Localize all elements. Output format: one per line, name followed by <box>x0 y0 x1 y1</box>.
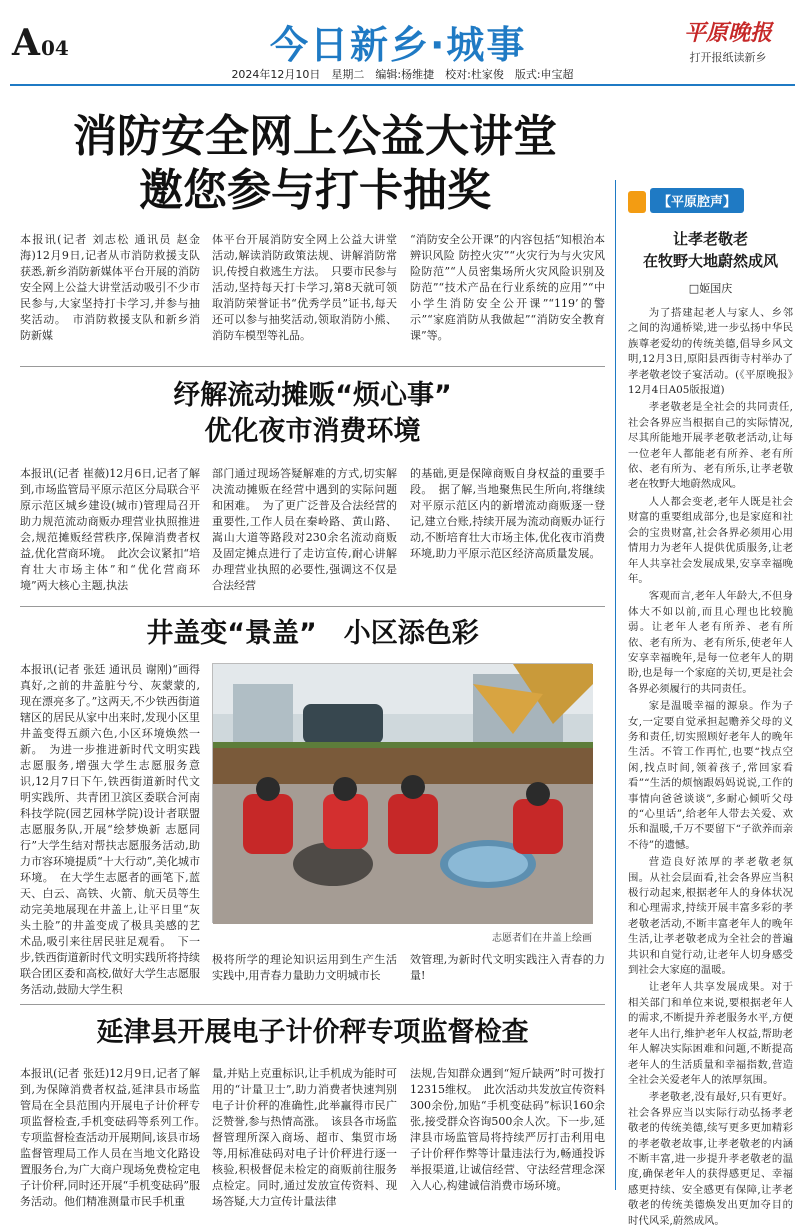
story3-photo-caption: 志愿者们在井盖上绘画 <box>492 933 592 944</box>
sidebar-divider <box>615 180 616 1190</box>
sidebar-paragraph: 客观而言,老年人年龄大,不但身体大不如以前,而且心理也比较脆弱。让老年人老有所养、老有所依、老有所为、老有所乐,使老年人安享幸福晚年,是每一位老年人的期盼,也是每一个家庭的关切,更是社会各界必须履行的共同责任。 <box>628 590 793 695</box>
story1-headline-line1: 消防安全网上公益大讲堂 <box>73 111 557 162</box>
brand-logo: 平原晚报 <box>683 20 772 46</box>
sidebar-paragraph: 家是温暖幸福的源泉。作为子女,一定要自觉承担起赡养父母的义务和责任,切实照顾好老年人的晚年生活。不管工作再忙,也要“找点空闲,找点时间,领着孩子,常回家看看”“生活的烦恼跟妈妈说说,工作的事情向爸爸谈谈”,多耐心倾听父母的“心里话”,给老年人带去关爱、欢乐和温暖,千万不要留下“子欲养而亲不待”的遗憾。 <box>628 700 793 851</box>
story2-headline-line2: 优化夜市消费环境 <box>204 416 421 447</box>
column-icon <box>628 191 646 213</box>
divider <box>20 366 605 367</box>
sidebar-paragraph: 营造良好浓厚的孝老敬老氛围。从社会层面看,社会各界应当积极行动起来,根据老年人的身体状况和心理需求,持续开展丰富多彩的孝老敬老活动,不断丰富老年人的晚年生活,让孝老敬老成为全社会的普遍共识和自觉行动,让老年人切身感受到社会大家庭的温暖。 <box>628 856 793 977</box>
story4-col3: 法规,告知群众遇到“短斤缺两”时可拨打12315维权。 此次活动共发放宣传资料300余份,加贴“手机变砝码”标识160余张,接受群众咨询500余人次。下一步,延津县市场监管局将持续严厉打击利用电子计价秤作弊等计量违法行为,畅通投诉举报渠道,让诚信经营、守法经营理念深入人心,构建诚信消费市场环境。 <box>410 1067 605 1192</box>
story1-headline <box>20 110 610 218</box>
story3-photo <box>212 663 592 923</box>
story1-col3: “消防安全公开课”的内容包括“知根治本 辨识风险 防控火灾”“火灾行为与火灾风险防范”“人员密集场所火灾风险识别及防范”“技术产品在行业系统的应用”“中小学生消防安全公开课”“119’的警示”“家庭消防从我做起”“消防安全教育课”等。 <box>410 233 605 342</box>
story1-col1: 本报讯(记者 刘志松 通讯员 赵金海)12月9日,记者从市消防救援支队获悉,新乡消防新媒体平台开展的消防安全网上公益大讲堂活动吸引不少市民参与,大家坚持打卡学习,并参与抽奖活动。 市消防救援支队和新乡消防新媒 <box>20 233 200 342</box>
sidebar-paragraph: 孝老敬老,没有最好,只有更好。社会各界应当以实际行动弘扬孝老敬老的传统美德,续写更多更加精彩的孝老敬老故事,让孝老敬老的内涵不断丰富,进一步提升孝老敬老的温度,确保老年人的获得感更足、幸福感更持续、安全感更有保障,让孝老敬老的传统美德焕发出更加夺目的时代风采,蔚然成风。 <box>628 1091 793 1227</box>
page-digits: 04 <box>40 36 69 60</box>
sidebar-body <box>628 306 793 1227</box>
sidebar-paragraph: 人人都会变老,老年人既是社会财富的重要组成部分,也是家庭和社会的宝贵财富,社会各界必须用心用情用力为老年人提供优质服务,让老年人共享社会发展成果,安享幸福晚年。 <box>628 495 793 585</box>
section-title: 今日新乡·城事 <box>270 23 527 67</box>
story3-col2: 极将所学的理论知识运用到生产生活实践中,用青春力量助力文明城市长 <box>212 953 397 982</box>
page-letter: A <box>12 22 39 64</box>
brand-block <box>663 16 793 65</box>
page-number <box>12 22 69 64</box>
story3-col1: 本报讯(记者 张廷 通讯员 谢刚)“画得真好,之前的井盖脏兮兮、灰蒙蒙的,现在漂亮多了。”这两天,不少铁西街道辖区的居民从家中出来时,发现小区里井盖变得五颜六色,小区环境焕然一新。 为进一步推进新时代文明实践志愿服务,增强大学生志愿服务意识,12月7日下午,铁西街道新时代文明实践所、共青团卫滨区委联合河南科技学院(园艺园林学院)设计者联盟志愿服务队,开展“绘梦焕新 志愿同行”大学生结对帮扶志愿服务活动,助力市容环境提质“十大行动”,美化城市环境。 在大学生志愿者的画笔下,蓝天、白云、高铁、火箭、航天员等生动完美地展现在井盖上,让平日里“灰头土脸”的井盖变成了极具美感的艺术品,吸引来往居民驻足观看。 下一步,铁西街道新时代文明实践所将持续联合团区委和高校,做好大学生志愿服务活动,鼓励大学生积 <box>20 663 200 996</box>
story2-col1: 本报讯(记者 崔薇)12月6日,记者了解到,市场监管局平原示范区分局联合平原示范区城乡建设(城市)管理局召开助力规范流动商贩办理营业执照推进会,规范摊贩经营秩序,保障消费者权益,优化营商环境。 此次会议紧扣“培育壮大市场主体”和“优化营商环境”两大核心主题,执法 <box>20 467 200 592</box>
story4-headline: 延津县开展电子计价秤专项监督检查 <box>96 1017 529 1048</box>
sidebar-paragraph: 孝老敬老是全社会的共同责任,社会各界应当根据自己的实际情况,尽其所能地开展孝老敬老活动,让每一位老年人都能老有所养、老有所依、老有所为、老有所乐,让孝老敬老在牧野大地蔚然成风。 <box>628 401 793 491</box>
story1-headline-line2: 邀您参与打卡抽奖 <box>139 165 491 216</box>
sidebar-title-line1: 让孝老敬老 <box>672 230 748 248</box>
sidebar-paragraph: 为了搭建起老人与家人、乡邻之间的沟通桥梁,进一步弘扬中华民族尊老爱幼的传统美德,倡导乡风文明,12月3日,原阳县西街寺村举办了孝老敬老饺子宴活动。(《平原晚报》12月4日A05版报道) <box>628 307 793 397</box>
divider <box>20 606 605 607</box>
story1-col2: 体平台开展消防安全网上公益大讲堂活动,解读消防政策法规、讲解消防常识,传授自救逃生方法。 只要市民参与活动,坚持每天打卡学习,第8天就可领取消防荣誉证书“优秀学员”证书,每天还可以参与抽奖活动,领取消防小熊、消防车模型等礼品。 <box>212 233 397 342</box>
top-rule <box>10 84 795 86</box>
divider <box>20 1004 605 1005</box>
story2-col3: 的基础,更是保障商贩自身权益的重要手段。 据了解,当地聚焦民生所向,将继续对平原示范区内的新增流动商贩逐一登记,建立台账,持续开展为流动商贩办证行动,不断培育壮大市场主体,优化夜市消费环境,助力平原示范区经济高质量发展。 <box>410 467 605 560</box>
sidebar-column-tag <box>628 188 788 214</box>
sidebar-author: □姬国庆 <box>688 282 733 295</box>
story4-col2: 量,并贴上克重标识,让手机成为能时可用的“计量卫士”,助力消费者快速判别电子计价秤的准确性,此举赢得市民广泛赞誉,参与热情高涨。 该县各市场监督管理所深入商场、超市、集贸市场等,用标准砝码对电子计价秤进行逐一核验,积极督促未检定的商贩前往服务点检定。同时,通过发放宣传资料、现场答疑,大力宣传计量法律 <box>212 1067 397 1208</box>
dateline: 2024年12月10日 星期二 编辑:杨维捷 校对:杜家俊 版式:申宝超 <box>231 68 574 81</box>
sidebar-paragraph: 让老年人共享发展成果。对于相关部门和单位来说,要根据老年人的需求,不断提升养老服务水平,方便老年人出行,维护老年人权益,帮助老年人解决实际困难和问题,不断提高老年人的生活质量和幸福指数,营造全社会关爱老年人的浓厚氛围。 <box>628 981 793 1086</box>
story2-col2: 部门通过现场答疑解难的方式,切实解决流动摊贩在经营中遇到的实际问题和困难。 为了更广泛普及合法经营的重要性,工作人员在秦岭路、黄山路、嵩山大道等路段对230余名流动商贩及固定摊点进行了走访宣传,耐心讲解办理营业执照的必要性,强调这不仅是合法经营 <box>212 467 397 592</box>
story2-headline <box>20 378 605 450</box>
story2-headline-line1: 纾解流动摊贩“烦心事” <box>173 380 452 411</box>
sidebar-title-line2: 在牧野大地蔚然成风 <box>642 252 778 270</box>
story3-headline: 井盖变“景盖” 小区添色彩 <box>146 618 479 649</box>
story4-col1: 本报讯(记者 张廷)12月9日,记者了解到,为保障消费者权益,延津县市场监管局在全县范围内开展电子计价秤专项监督检查,手机变砝码等系列工作。 专项监督检查活动开展期间,该县市场监督管理局工作人员在当地文化路设置服务台,为广大商户现场免费检定电子计价秤,同时还开展“手机变砝码”服务活动。他们精准测量市民手机重 <box>20 1067 211 1208</box>
column-badge: 【平原腔声】 <box>650 188 744 213</box>
brand-slogan: 打开报纸读新乡 <box>689 51 767 64</box>
story3-col3: 效管理,为新时代文明实践注入青春的力量! <box>410 953 605 982</box>
sidebar-title <box>628 228 793 272</box>
